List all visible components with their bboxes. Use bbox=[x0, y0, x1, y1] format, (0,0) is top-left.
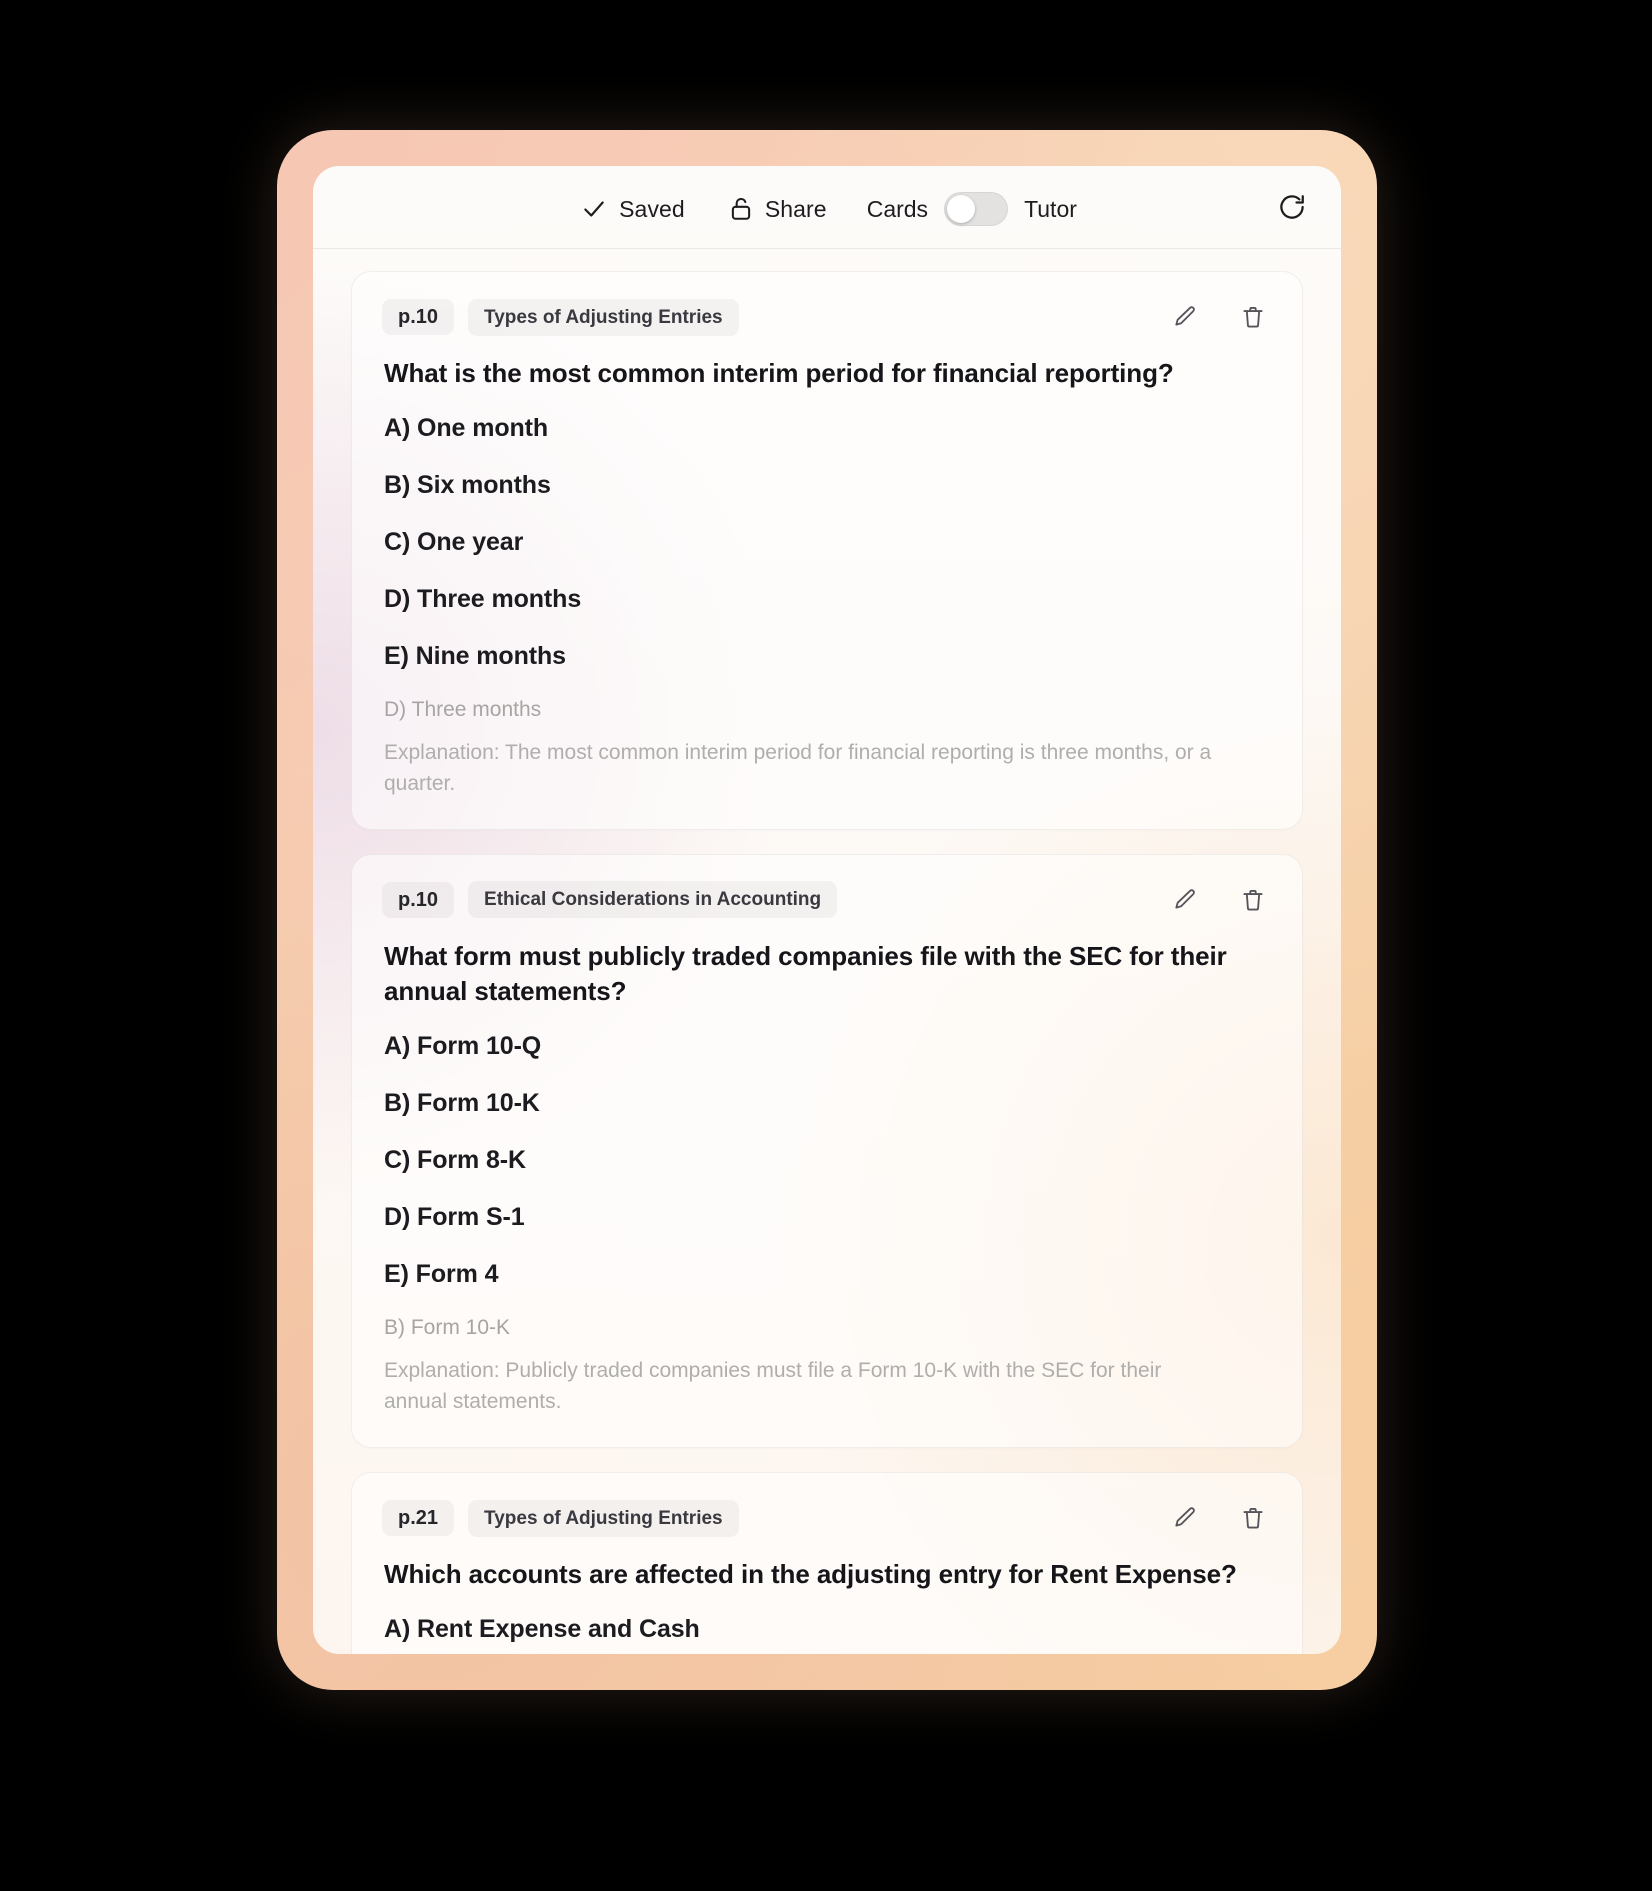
cards-tutor-toggle-group bbox=[849, 186, 1095, 232]
share-label: Share bbox=[764, 195, 827, 222]
option-e[interactable]: E) Nine months bbox=[384, 642, 566, 671]
refresh-icon bbox=[1277, 192, 1307, 222]
edit-button[interactable] bbox=[1166, 1499, 1204, 1537]
saved-button[interactable] bbox=[559, 190, 707, 229]
option-c[interactable]: C) One year bbox=[384, 528, 524, 557]
option-a[interactable]: A) Rent Expense and Cash bbox=[384, 1615, 700, 1644]
edit-button[interactable] bbox=[1166, 298, 1204, 336]
saved-label: Saved bbox=[619, 195, 685, 222]
option-b[interactable]: B) Six months bbox=[384, 471, 551, 500]
delete-button[interactable] bbox=[1234, 298, 1272, 336]
question-card[interactable] bbox=[351, 854, 1303, 1448]
answer-text: D) Three months bbox=[384, 698, 542, 722]
topic-badge: Types of Adjusting Entries bbox=[468, 299, 739, 336]
option-d[interactable]: D) Form S-1 bbox=[384, 1203, 525, 1232]
delete-button[interactable] bbox=[1234, 881, 1272, 919]
edit-button[interactable] bbox=[1166, 881, 1204, 919]
tablet-screen bbox=[313, 166, 1341, 1654]
question-text: Which accounts are affected in the adjusting entry for Rent Expense? bbox=[384, 1559, 1237, 1590]
card-header bbox=[382, 1499, 1272, 1537]
tutor-label[interactable]: Tutor bbox=[1024, 195, 1077, 222]
explanation-text: Explanation: The most common interim period for financial reporting is three months, or a quarter. bbox=[384, 741, 1212, 795]
option-b[interactable]: B) Form 10-K bbox=[384, 1089, 540, 1118]
switch-knob bbox=[947, 195, 975, 223]
option-a[interactable]: A) Form 10-Q bbox=[384, 1032, 542, 1061]
cards-label[interactable]: Cards bbox=[866, 195, 929, 222]
share-button[interactable] bbox=[707, 190, 849, 229]
card-header bbox=[382, 881, 1272, 919]
page-badge: p.21 bbox=[382, 1500, 454, 1536]
option-d[interactable]: D) Three months bbox=[384, 585, 582, 614]
unlock-icon bbox=[729, 196, 753, 222]
question-card[interactable] bbox=[351, 1472, 1303, 1654]
option-e[interactable]: E) Form 4 bbox=[384, 1260, 499, 1289]
cards-tutor-switch[interactable] bbox=[944, 192, 1008, 226]
check-icon bbox=[581, 196, 607, 222]
card-header bbox=[382, 298, 1272, 336]
option-c[interactable]: C) Form 8-K bbox=[384, 1146, 526, 1175]
page-badge: p.10 bbox=[382, 882, 454, 918]
explanation-text: Explanation: Publicly traded companies must file a Form 10-K with the SEC for their annual statements. bbox=[384, 1359, 1162, 1413]
top-toolbar bbox=[313, 166, 1341, 249]
question-text: What form must publicly traded companies file with the SEC for their annual statements? bbox=[384, 940, 1227, 1007]
answer-text: B) Form 10-K bbox=[384, 1316, 511, 1340]
question-card[interactable] bbox=[351, 271, 1303, 830]
topic-badge: Types of Adjusting Entries bbox=[468, 1500, 739, 1537]
tablet-device-frame bbox=[277, 130, 1377, 1690]
option-a[interactable]: A) One month bbox=[384, 414, 549, 443]
cards-scroll-area[interactable] bbox=[313, 245, 1341, 1654]
delete-button[interactable] bbox=[1234, 1499, 1272, 1537]
question-text: What is the most common interim period for financial reporting? bbox=[384, 358, 1174, 388]
refresh-button[interactable] bbox=[1271, 186, 1313, 228]
topic-badge: Ethical Considerations in Accounting bbox=[468, 881, 837, 918]
page-badge: p.10 bbox=[382, 299, 454, 335]
